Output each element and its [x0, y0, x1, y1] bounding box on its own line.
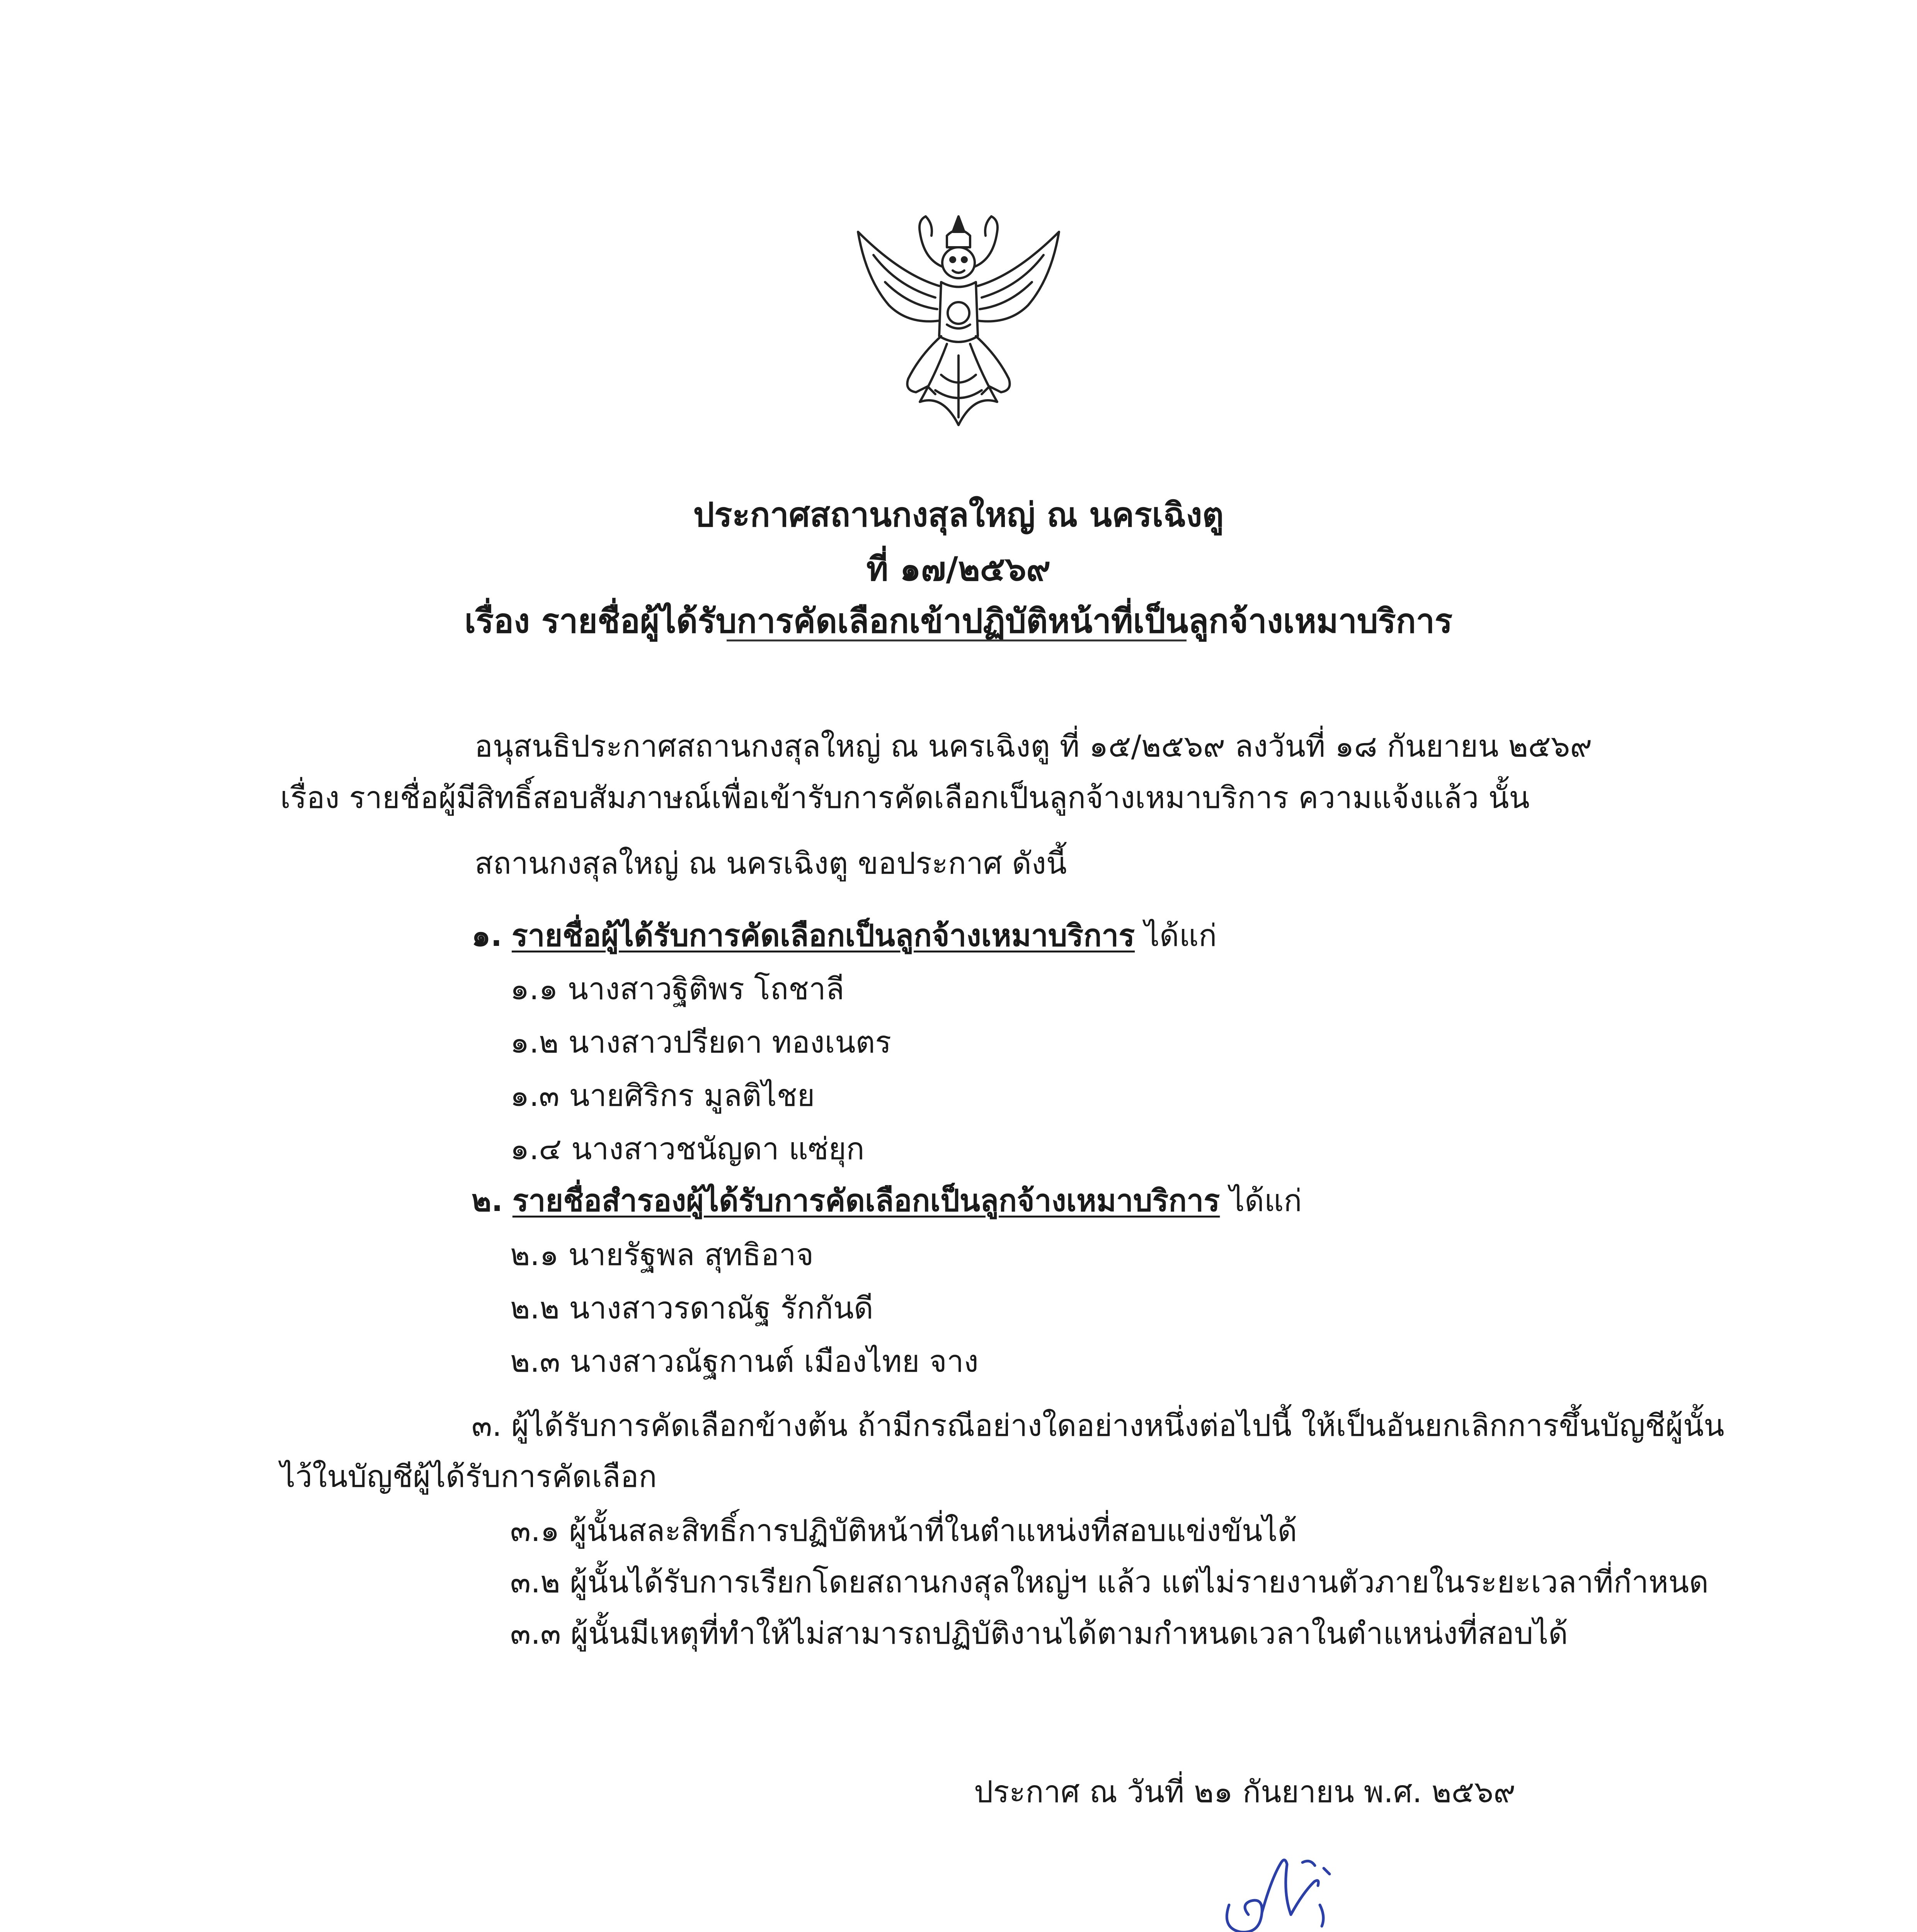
document-subject: เรื่อง รายชื่อผู้ได้รับการคัดเลือกเข้าปฏิบัติหน้าที่เป็นลูกจ้างเหมาบริการ — [464, 602, 1453, 641]
section-2-suffix: ได้แก่ — [1229, 1184, 1302, 1218]
section-3-line-1: ๓. ผู้ได้รับการคัดเลือกข้างต้น ถ้ามีกรณีอย่างใดอย่างหนึ่งต่อไปนี้ ให้เป็นอันยกเลิกการขึ้นบัญชีผู้นั้น — [472, 1408, 1725, 1443]
section-3-line-2: ไว้ในบัญชีผู้ได้รับการคัดเลือก — [280, 1459, 657, 1494]
header-divider — [727, 639, 1187, 641]
intro-line-3: สถานกงสุลใหญ่ ณ นครเฉิงตู ขอประกาศ ดังนี้ — [475, 846, 1067, 881]
list-item: ๓.๒ ผู้นั้นได้รับการเรียกโดยสถานกงสุลใหญ่ฯ แล้ว แต่ไม่รายงานตัวภายในระยะเวลาที่กำหนด — [510, 1565, 1709, 1600]
section-1-heading — [472, 917, 1217, 955]
section-1-suffix: ได้แก่ — [1144, 918, 1217, 953]
document-number: ที่ ๑๗/๒๕๖๙ — [866, 550, 1051, 588]
list-item: ๓.๓ ผู้นั้นมีเหตุที่ทำให้ไม่สามารถปฏิบัติงานได้ตามกำหนดเวลาในตำแหน่งที่สอบได้ — [510, 1616, 1568, 1651]
list-item: ๓.๑ ผู้นั้นสละสิทธิ์การปฏิบัติหน้าที่ในตำแหน่งที่สอบแข่งขันได้ — [510, 1514, 1297, 1548]
section-1-number: ๑. — [472, 918, 502, 953]
list-item: ๑.๑ นางสาวฐิติพร โถชาลี — [510, 972, 844, 1007]
document-title: ประกาศสถานกงสุลใหญ่ ณ นครเฉิงตู — [693, 496, 1224, 534]
intro-line-1: อนุสนธิประกาศสถานกงสุลใหญ่ ณ นครเฉิงตู ที่ ๑๕/๒๕๖๙ ลงวันที่ ๑๘ กันยายน ๒๕๖๙ — [475, 729, 1592, 764]
list-item: ๒.๓ นางสาวณัฐกานต์ เมืองไทย จาง — [510, 1344, 979, 1379]
list-item: ๑.๒ นางสาวปรียดา ทองเนตร — [510, 1025, 892, 1060]
section-2-title: รายชื่อสำรองผู้ได้รับการคัดเลือกเป็นลูกจ้างเหมาบริการ — [512, 1184, 1220, 1218]
list-item: ๑.๓ นายศิริกร มูลติไชย — [510, 1078, 815, 1113]
list-item: ๑.๔ นางสาวชนัญดา แซ่ยุก — [510, 1132, 865, 1167]
section-1-title: รายชื่อผู้ได้รับการคัดเลือกเป็นลูกจ้างเหมาบริการ — [511, 918, 1135, 953]
list-item: ๒.๑ นายรัฐพล สุทธิอาจ — [510, 1238, 814, 1272]
intro-line-2: เรื่อง รายชื่อผู้มีสิทธิ์สอบสัมภาษณ์เพื่อเข้ารับการคัดเลือกเป็นลูกจ้างเหมาบริการ ความแจ้งแล้ว นั้น — [280, 781, 1530, 815]
list-item: ๒.๒ นางสาวรดาณัฐ รักกันดี — [510, 1291, 873, 1326]
announcement-date: ประกาศ ณ วันที่ ๒๑ กันยายน พ.ศ. ๒๕๖๙ — [974, 1775, 1516, 1810]
signature-mark — [1214, 1847, 1345, 1932]
section-2-heading — [472, 1182, 1302, 1220]
section-2-number: ๒. — [472, 1184, 503, 1218]
garuda-emblem-icon — [843, 209, 1074, 440]
